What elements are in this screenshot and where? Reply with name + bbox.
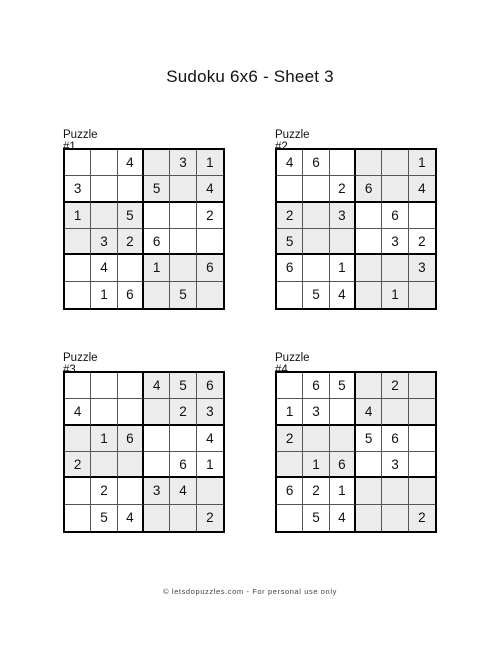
puzzle-label: Puzzle #1 bbox=[63, 129, 98, 153]
sudoku-cell bbox=[409, 373, 435, 399]
sudoku-cell bbox=[382, 505, 408, 531]
sudoku-cell bbox=[356, 282, 382, 308]
sudoku-cell bbox=[170, 255, 196, 281]
page-title: Sudoku 6x6 - Sheet 3 bbox=[166, 67, 334, 86]
sudoku-cell bbox=[65, 505, 91, 531]
sudoku-cell: 5 bbox=[170, 373, 196, 399]
sudoku-cell bbox=[197, 229, 223, 255]
sudoku-cell: 6 bbox=[277, 255, 303, 281]
sudoku-cell bbox=[409, 203, 435, 229]
sudoku-cell bbox=[277, 282, 303, 308]
sudoku-cell bbox=[356, 150, 382, 176]
sudoku-cell: 4 bbox=[118, 150, 144, 176]
sudoku-cell bbox=[409, 426, 435, 452]
sudoku-grid bbox=[275, 371, 437, 533]
sudoku-cell bbox=[382, 478, 408, 504]
sudoku-cell: 3 bbox=[330, 203, 356, 229]
sudoku-cell bbox=[382, 255, 408, 281]
sudoku-cell: 4 bbox=[356, 399, 382, 425]
sudoku-cell: 6 bbox=[197, 373, 223, 399]
sudoku-cell bbox=[170, 505, 196, 531]
sudoku-cell: 5 bbox=[170, 282, 196, 308]
sudoku-cell bbox=[356, 255, 382, 281]
sudoku-grid bbox=[63, 371, 225, 533]
sudoku-cell: 1 bbox=[91, 282, 117, 308]
sudoku-cell: 2 bbox=[277, 426, 303, 452]
sudoku-cell: 4 bbox=[65, 399, 91, 425]
sudoku-cell bbox=[65, 229, 91, 255]
sudoku-cell bbox=[409, 282, 435, 308]
sudoku-cell: 2 bbox=[409, 229, 435, 255]
sudoku-cell: 3 bbox=[197, 399, 223, 425]
sudoku-cell bbox=[65, 373, 91, 399]
sudoku-cell: 1 bbox=[277, 399, 303, 425]
sudoku-cell bbox=[382, 176, 408, 202]
sudoku-cell bbox=[356, 373, 382, 399]
sudoku-cell bbox=[144, 505, 170, 531]
sudoku-cell bbox=[277, 452, 303, 478]
sudoku-cell: 6 bbox=[144, 229, 170, 255]
sudoku-cell: 6 bbox=[277, 478, 303, 504]
sudoku-cell bbox=[303, 203, 329, 229]
sudoku-cell bbox=[91, 203, 117, 229]
puzzle-label: Puzzle #3 bbox=[63, 352, 98, 376]
sudoku-cell bbox=[330, 399, 356, 425]
sudoku-cell: 3 bbox=[65, 176, 91, 202]
sudoku-cell: 4 bbox=[197, 176, 223, 202]
sudoku-cell: 5 bbox=[277, 229, 303, 255]
sudoku-cell bbox=[409, 452, 435, 478]
sudoku-cell bbox=[409, 399, 435, 425]
sudoku-cell: 2 bbox=[91, 478, 117, 504]
sudoku-cell: 2 bbox=[65, 452, 91, 478]
sudoku-cell bbox=[118, 176, 144, 202]
sudoku-cell bbox=[144, 426, 170, 452]
sudoku-cell: 1 bbox=[382, 282, 408, 308]
sudoku-cell: 1 bbox=[330, 255, 356, 281]
sudoku-cell: 4 bbox=[330, 505, 356, 531]
sudoku-cell: 1 bbox=[303, 452, 329, 478]
sudoku-cell: 6 bbox=[382, 426, 408, 452]
sudoku-cell: 2 bbox=[330, 176, 356, 202]
sudoku-cell bbox=[330, 150, 356, 176]
sudoku-cell: 1 bbox=[197, 150, 223, 176]
sudoku-cell bbox=[356, 452, 382, 478]
sudoku-cell: 1 bbox=[144, 255, 170, 281]
sudoku-cell: 3 bbox=[409, 255, 435, 281]
sudoku-cell: 4 bbox=[118, 505, 144, 531]
sudoku-cell bbox=[118, 255, 144, 281]
sudoku-cell bbox=[118, 399, 144, 425]
sudoku-cell bbox=[118, 452, 144, 478]
sudoku-cell: 6 bbox=[118, 282, 144, 308]
sudoku-cell: 3 bbox=[303, 399, 329, 425]
sudoku-cell: 5 bbox=[144, 176, 170, 202]
sudoku-cell: 3 bbox=[91, 229, 117, 255]
sudoku-cell bbox=[91, 150, 117, 176]
sudoku-cell bbox=[277, 505, 303, 531]
sudoku-cell: 1 bbox=[65, 203, 91, 229]
sudoku-cell: 2 bbox=[303, 478, 329, 504]
sudoku-cell: 2 bbox=[382, 373, 408, 399]
sudoku-cell: 4 bbox=[330, 282, 356, 308]
sudoku-cell bbox=[303, 426, 329, 452]
sudoku-cell: 4 bbox=[170, 478, 196, 504]
sudoku-cell: 6 bbox=[303, 150, 329, 176]
sudoku-cell: 5 bbox=[330, 373, 356, 399]
sudoku-cell bbox=[65, 282, 91, 308]
sudoku-cell: 2 bbox=[277, 203, 303, 229]
sudoku-cell: 2 bbox=[118, 229, 144, 255]
sudoku-cell: 4 bbox=[91, 255, 117, 281]
sudoku-cell: 4 bbox=[277, 150, 303, 176]
sudoku-cell: 6 bbox=[197, 255, 223, 281]
sudoku-cell: 2 bbox=[409, 505, 435, 531]
sudoku-cell bbox=[170, 229, 196, 255]
sudoku-cell: 6 bbox=[303, 373, 329, 399]
sudoku-cell bbox=[382, 399, 408, 425]
sudoku-cell bbox=[65, 426, 91, 452]
sudoku-cell bbox=[144, 150, 170, 176]
sudoku-cell bbox=[65, 150, 91, 176]
sudoku-cell bbox=[144, 452, 170, 478]
sudoku-cell: 5 bbox=[91, 505, 117, 531]
sudoku-cell: 3 bbox=[144, 478, 170, 504]
sudoku-cell: 2 bbox=[197, 203, 223, 229]
sudoku-cell: 4 bbox=[197, 426, 223, 452]
sudoku-cell bbox=[356, 505, 382, 531]
sudoku-cell: 2 bbox=[197, 505, 223, 531]
sudoku-cell bbox=[65, 478, 91, 504]
footer-copyright: © letsdopuzzles.com - For personal use only bbox=[163, 587, 337, 596]
sudoku-cell bbox=[170, 426, 196, 452]
sudoku-cell bbox=[409, 478, 435, 504]
sudoku-cell: 6 bbox=[382, 203, 408, 229]
sudoku-cell bbox=[197, 478, 223, 504]
sudoku-cell bbox=[277, 373, 303, 399]
sudoku-cell bbox=[144, 203, 170, 229]
sudoku-cell: 6 bbox=[356, 176, 382, 202]
sudoku-cell bbox=[356, 478, 382, 504]
sudoku-cell: 1 bbox=[91, 426, 117, 452]
sudoku-cell: 2 bbox=[170, 399, 196, 425]
sudoku-cell bbox=[303, 255, 329, 281]
sudoku-grid bbox=[63, 148, 225, 310]
sudoku-cell: 3 bbox=[382, 229, 408, 255]
sudoku-cell bbox=[170, 203, 196, 229]
sudoku-cell bbox=[303, 176, 329, 202]
sudoku-cell bbox=[118, 478, 144, 504]
sudoku-cell bbox=[91, 399, 117, 425]
sudoku-grid bbox=[275, 148, 437, 310]
puzzle-label: Puzzle #4 bbox=[275, 352, 310, 376]
sudoku-cell: 4 bbox=[409, 176, 435, 202]
sudoku-cell bbox=[330, 426, 356, 452]
puzzle-label: Puzzle #2 bbox=[275, 129, 310, 153]
sudoku-cell bbox=[65, 255, 91, 281]
sudoku-cell: 6 bbox=[118, 426, 144, 452]
sudoku-cell: 6 bbox=[170, 452, 196, 478]
sudoku-cell bbox=[144, 282, 170, 308]
sudoku-cell bbox=[197, 282, 223, 308]
sudoku-cell bbox=[382, 150, 408, 176]
sudoku-cell bbox=[91, 452, 117, 478]
sudoku-cell: 3 bbox=[382, 452, 408, 478]
sudoku-cell: 1 bbox=[197, 452, 223, 478]
sudoku-cell bbox=[330, 229, 356, 255]
sudoku-cell bbox=[144, 399, 170, 425]
sudoku-cell: 1 bbox=[330, 478, 356, 504]
sudoku-cell: 5 bbox=[356, 426, 382, 452]
sudoku-cell: 3 bbox=[170, 150, 196, 176]
sudoku-cell: 5 bbox=[118, 203, 144, 229]
sudoku-cell: 5 bbox=[303, 505, 329, 531]
sudoku-cell: 5 bbox=[303, 282, 329, 308]
sudoku-cell bbox=[303, 229, 329, 255]
sudoku-cell bbox=[356, 203, 382, 229]
sudoku-cell: 6 bbox=[330, 452, 356, 478]
sudoku-cell bbox=[277, 176, 303, 202]
sudoku-cell bbox=[170, 176, 196, 202]
sudoku-cell bbox=[91, 176, 117, 202]
sudoku-cell: 1 bbox=[409, 150, 435, 176]
sudoku-cell bbox=[356, 229, 382, 255]
sudoku-cell: 4 bbox=[144, 373, 170, 399]
sudoku-cell bbox=[91, 373, 117, 399]
sudoku-cell bbox=[118, 373, 144, 399]
